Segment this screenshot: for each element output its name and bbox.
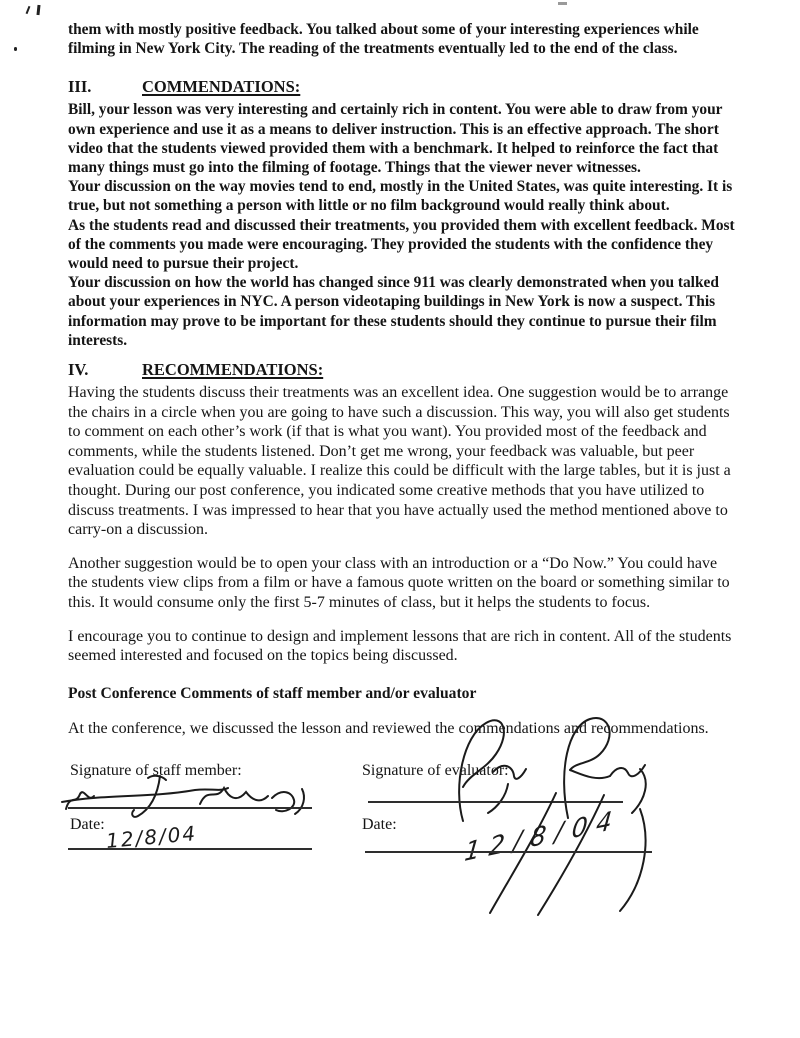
- recommendations-paragraph: Having the students discuss their treatments was an excellent idea. One suggestion would be to arrange the chairs in a circle when you are going to have such a discussion. This way, you will also get students to comment on each other’s work (if that is what you want). You provided most of the feedback and comments, while the students listened. Don’t get me wrong, your feedback was valuable, but peer evaluation could be equally valuable. I realize this could be difficult with the large tables, but it is just a thought. During our post conference, you indicated some creative methods that you have utilized to discuss treatments. I was impressed to hear that you have actually used the method mentioned above to carry-on a discussion.: [68, 384, 731, 539]
- commendations-paragraph: Your discussion on the way movies tend to end, mostly in the United States, was quite interesting. It is true, but not something a person with little or no film background would really think about.: [68, 178, 733, 215]
- staff-date-line: [68, 848, 312, 850]
- scan-artifact: [558, 2, 567, 5]
- scan-artifact: [26, 6, 31, 14]
- staff-date-handwritten: 12/8/04: [105, 821, 198, 853]
- staff-signature-line: [68, 807, 312, 809]
- evaluator-date-handwritten: 12/8/04: [463, 803, 623, 868]
- section-number: IV.: [68, 360, 89, 380]
- section-heading-commendations: [68, 77, 736, 97]
- evaluator-date-label: Date:: [362, 815, 397, 833]
- staff-signature-label: Signature of staff member:: [70, 761, 242, 779]
- evaluator-date-line: [365, 851, 652, 853]
- recommendations-paragraph: I encourage you to continue to design and implement lessons that are rich in content. All of the students seemed interested and focused on the topics being discussed.: [68, 627, 732, 665]
- evaluator-signature-label: Signature of evaluator:: [362, 761, 509, 779]
- section-heading-recommendations: [68, 360, 736, 380]
- section-title: COMMENDATIONS:: [142, 77, 301, 97]
- staff-date-label: Date:: [70, 815, 105, 833]
- commendations-paragraph: Your discussion on how the world has changed since 911 was clearly demonstrated when you talked about your experiences in NYC. A person videotaping buildings in New York is now a suspect. This information may prove to be important for these students should they continue to pursue their film interests.: [68, 274, 719, 349]
- commendations-paragraph: As the students read and discussed their treatments, you provided them with excellent feedback. Most of the comments you made were encouraging. They provided the students with the confidence they would need to pursue their project.: [68, 216, 735, 273]
- signature-block: [68, 751, 736, 976]
- evaluator-date-scrawl: [408, 791, 688, 921]
- paragraph-intro-continuation: them with mostly positive feedback. You talked about some of your interesting experiences while filming in New York City. The reading of the treatments eventually led to the end of the class.: [68, 21, 699, 58]
- document-content: [68, 20, 736, 976]
- commendations-paragraph: Bill, your lesson was very interesting and certainly rich in content. You were able to draw from your own experience and use it as a means to deliver instruction. This is an effective approach. The short video that the students viewed provided them with a benchmark. It helped to reinforce the fact that many things must go into the filming of footage. Things that the viewer never witnesses.: [68, 101, 723, 177]
- section-number: III.: [68, 77, 92, 97]
- section-title: RECOMMENDATIONS:: [142, 360, 324, 380]
- scan-artifact: [14, 47, 17, 51]
- post-conference-body: At the conference, we discussed the lesson and reviewed the commendations and recommendations.: [68, 720, 709, 738]
- recommendations-paragraph: Another suggestion would be to open your class with an introduction or a “Do Now.” You could have the students view clips from a film or have a famous quote written on the board or something similar to this. It would consume only the first 5-7 minutes of class, but it helps the students to focus.: [68, 554, 730, 611]
- scan-artifact: [36, 5, 40, 15]
- post-conference-heading: Post Conference Comments of staff member and/or evaluator: [68, 684, 477, 702]
